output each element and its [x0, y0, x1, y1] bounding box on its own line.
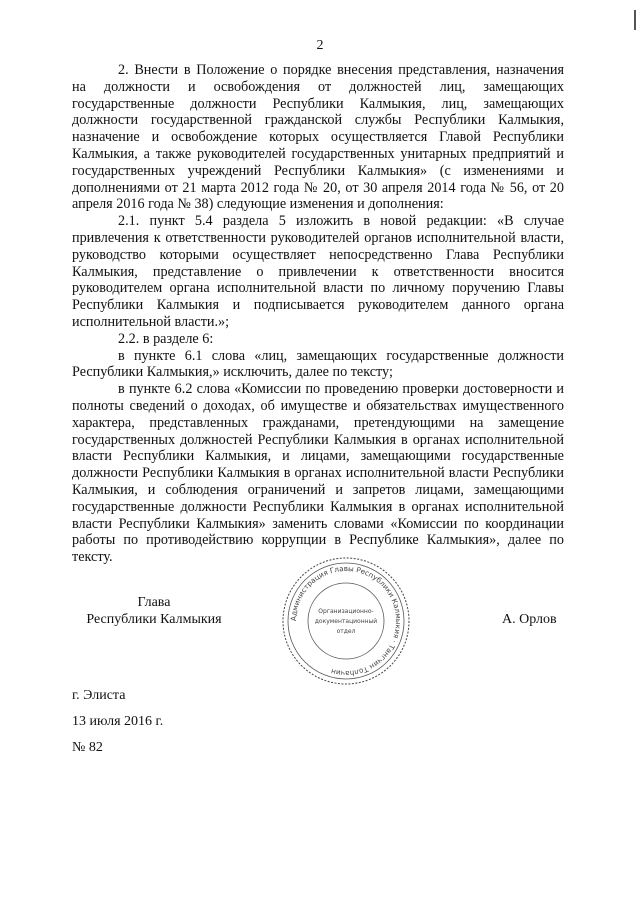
paragraph-6-1: в пункте 6.1 слова «лиц, замещающих государственные должности Республики Калмыкия,» исключить, далее по тексту;	[72, 347, 564, 381]
document-body	[72, 62, 564, 566]
signature-title-line2: Республики Калмыкия	[86, 612, 222, 627]
signature-title-line1: Глава	[137, 595, 171, 610]
footer-city: г. Элиста	[72, 688, 126, 703]
paragraph-2-1: 2.1. пункт 5.4 раздела 5 изложить в новой редакции: «В случае привлечения к ответственности руководителей органов исполнительной власти, руководство которыми осуществляет непосредственно Глава Республики Калмыкия, представление о привлечении к ответственности вносится руководителем органа исполнительной власти по личному поручению Главы Республики Калмыкия и подписывается руководителем данного органа исполнительной власти.»;	[72, 213, 564, 330]
footer-number: № 82	[72, 740, 103, 755]
page-edge-mark	[634, 10, 636, 30]
signature-title	[72, 594, 236, 628]
footer-date: 13 июля 2016 г.	[72, 714, 164, 729]
stamp-ring-text: Администрация Главы Республики Калмыкия · Тангчин Толһачин	[288, 563, 404, 679]
page-number: 2	[316, 38, 324, 53]
official-stamp	[280, 555, 412, 687]
paragraph-6-2: в пункте 6.2 слова «Комиссии по проведению проверки достоверности и полноты сведений о доходах, об имуществе и обязательствах имущественного характера, представленных гражданами, претендующими на замещение государственных должностей Республики Калмыкия в органах исполнительной власти Республики Калмыкия, и лицами, замещающими государственные должности Республики Калмыкия в органах исполнительной власти Республики Калмыкия, и соблюдения ограничений и запретов лицами, замещающими государственные должности Республики Калмыкия в органах исполнительной власти Республики Калмыкия» заменить словами «Комиссии по координации работы по противодействию коррупции в Республике Калмыкия», далее по тексту.	[72, 381, 564, 566]
stamp-center-line2: документационный	[314, 618, 378, 625]
stamp-center-line3: отдел	[336, 628, 356, 635]
signature-name: А. Орлов	[502, 612, 557, 627]
paragraph-2-2: 2.2. в разделе 6:	[118, 330, 214, 347]
stamp-center-line1: Организационно-	[318, 608, 374, 615]
paragraph-2: 2. Внести в Положение о порядке внесения представления, назначения на должности и освобождения от должностей лиц, замещающих государственные должности Республики Калмыкия, лиц, замещающих должности государственной гражданской службы Республики Калмыкия, назначение и освобождение которых осуществляется Главой Республики Калмыкия, а также руководителей государственных унитарных предприятий и государственных учреждений Республики Калмыкия» (с изменениями и дополнениями от 21 марта 2012 года № 20, от 30 апреля 2014 года № 56, от 20 апреля 2016 года № 38) следующие изменения и дополнения:	[72, 62, 564, 213]
